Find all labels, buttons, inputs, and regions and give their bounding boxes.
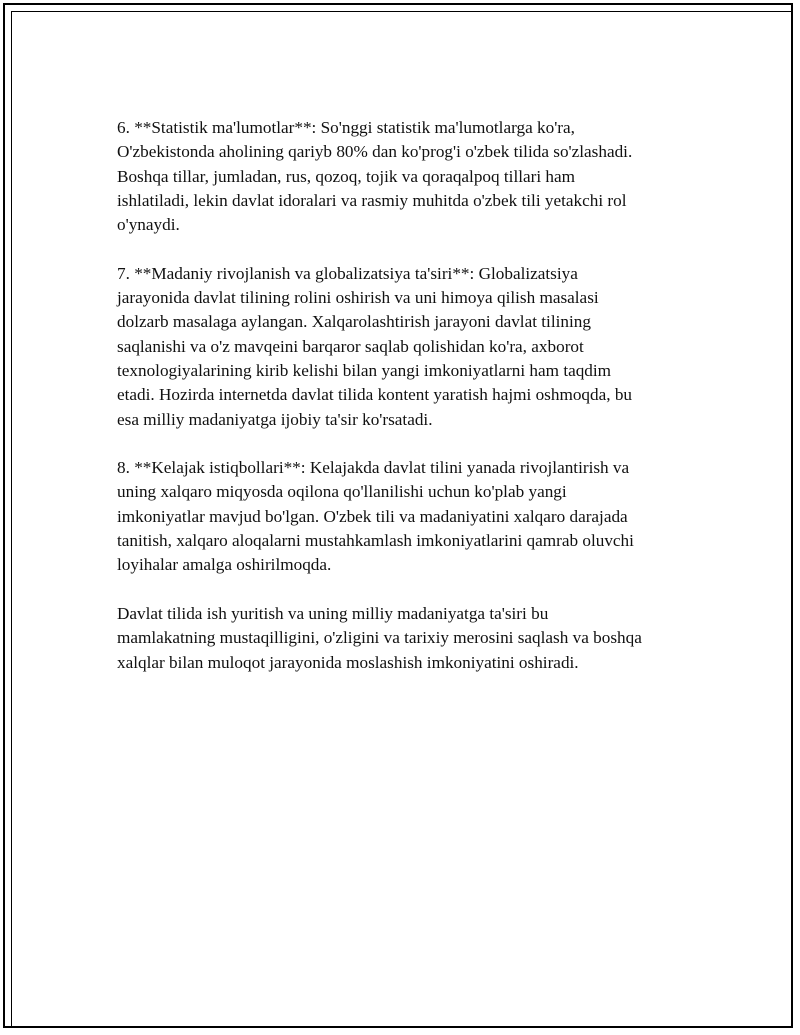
- text-line: xalqlar bilan muloqot jarayonida moslashish imkoniyatini oshiradi.: [117, 652, 579, 672]
- text-line: dolzarb masalaga aylangan. Xalqarolashtirish jarayoni davlat tilining: [117, 312, 591, 332]
- text-line: 8. **Kelajak istiqbollari**: Kelajakda davlat tilini yanada rivojlantirish va: [117, 458, 630, 478]
- text-line: imkoniyatlar mavjud bo'lgan. O'zbek tili va madaniyatini xalqaro darajada: [117, 506, 628, 526]
- text-line: tanitish, xalqaro aloqalarni mustahkamlash imkoniyatlarini qamrab oluvchi: [117, 531, 634, 551]
- text-line: 6. **Statistik ma'lumotlar**: So'nggi statistik ma'lumotlarga ko'ra,: [117, 118, 575, 137]
- text-line: O'zbekistonda aholining qariyb 80% dan ko'prog'i o'zbek tilida so'zlashadi.: [117, 142, 633, 162]
- paragraph-kelajak-istiqbollari: [117, 456, 697, 577]
- paragraph-madaniy-rivojlanish: [117, 262, 697, 432]
- text-line: mamlakatning mustaqilligini, o'zligini va tarixiy merosini saqlash va boshqa: [117, 628, 642, 648]
- text-line: Boshqa tillar, jumladan, rus, qozoq, tojik va qoraqalpoq tillari ham: [117, 166, 576, 186]
- text-line: jarayonida davlat tilining rolini oshirish va uni himoya qilish masalasi: [117, 288, 599, 308]
- paragraph-conclusion: [117, 602, 697, 675]
- text-line: 7. **Madaniy rivojlanish va globalizatsiya ta'siri**: Globalizatsiya: [117, 263, 578, 283]
- paragraph-statistik-malumotlar: [117, 116, 697, 237]
- text-line: saqlanishi va o'z mavqeini barqaror saqlab qolishidan ko'ra, axborot: [117, 336, 584, 356]
- text-line: ishlatiladi, lekin davlat idoralari va rasmiy muhitda o'zbek tili yetakchi rol: [117, 190, 627, 210]
- text-line: etadi. Hozirda internetda davlat tilida kontent yaratish hajmi oshmoqda, bu: [117, 385, 633, 405]
- text-line: o'ynaydi.: [117, 215, 180, 235]
- text-line: loyihalar amalga oshirilmoqda.: [117, 555, 332, 575]
- document-body: [117, 116, 697, 699]
- text-line: Davlat tilida ish yuritish va uning milliy madaniyatga ta'siri bu: [117, 603, 549, 623]
- text-line: texnologiyalarining kirib kelishi bilan yangi imkoniyatlarni ham taqdim: [117, 360, 612, 380]
- text-line: uning xalqaro miqyosda oqilona qo'llanilishi uchun ko'plab yangi: [117, 482, 567, 502]
- text-line: esa milliy madaniyatga ijobiy ta'sir ko'rsatadi.: [117, 409, 433, 429]
